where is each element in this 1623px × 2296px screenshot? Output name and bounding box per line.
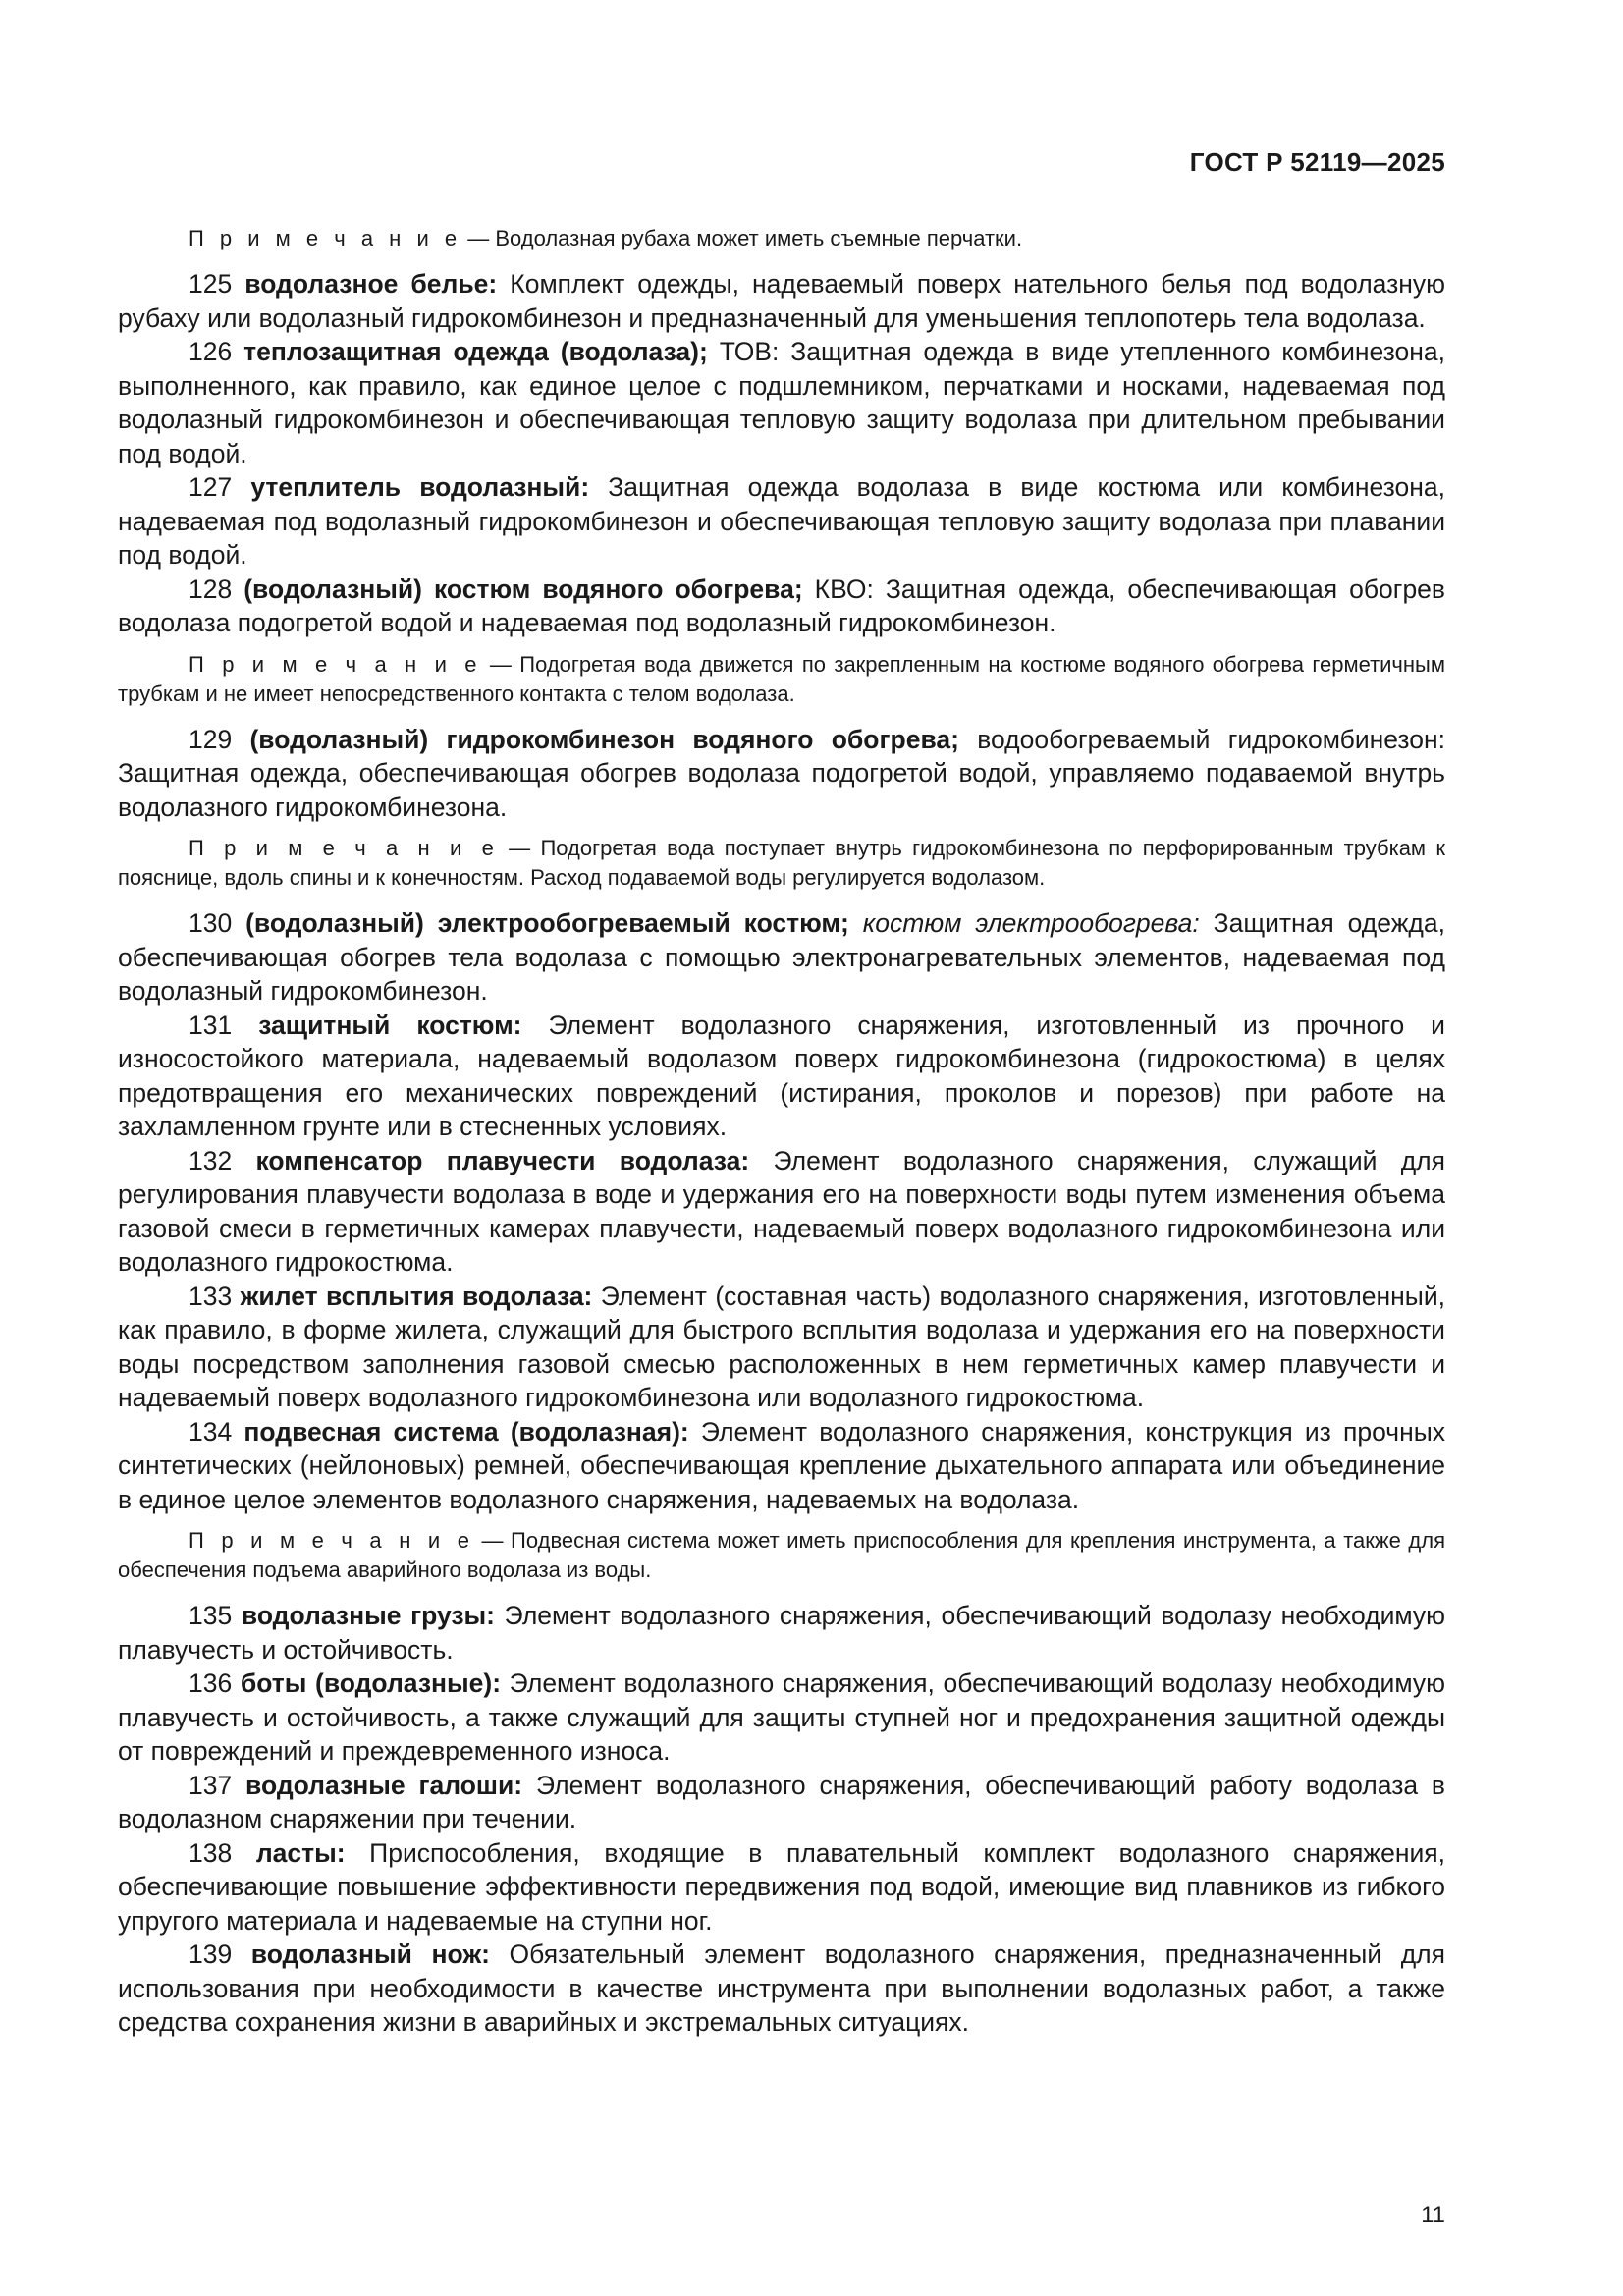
note-text: — Подвесная система может иметь приспособления для крепления инструмента, а также для обеспечения подъема аварийного водолаза из воды.: [118, 1528, 1445, 1582]
term-definition-129: [118, 723, 1445, 825]
term-name: теплозащитная одежда (водолаза);: [243, 337, 708, 366]
term-definition-126: [118, 335, 1445, 470]
term-definition-135: [118, 1599, 1445, 1667]
note-text: — Подогретая вода движется по закрепленным на костюме водяного обогрева герметичным трубкам и не имеет непосредственного контакта с телом водолаза.: [118, 651, 1445, 706]
term-definition-137: [118, 1769, 1445, 1836]
term-number: 138: [189, 1837, 256, 1868]
term-number: 137: [189, 1770, 246, 1800]
note-paragraph: [118, 224, 1445, 253]
term-text: Комплект одежды, надеваемый поверх нательного белья под водолазную рубаху или водолазный гидрокомбинезон и предназначенный для уменьшения теплопотерь тела водолаза.: [118, 269, 1446, 333]
term-text: Элемент водолазного снаряжения, обеспечивающий водолазу необходимую плавучесть и остойчивость.: [118, 1601, 1446, 1665]
term-name: жилет всплытия водолаза:: [240, 1281, 593, 1311]
term-number: 139: [189, 1940, 251, 1969]
term-number: 133: [189, 1281, 241, 1311]
term-definition-131: [118, 1009, 1445, 1144]
note-label: П р и м е ч а н и е: [189, 1528, 474, 1553]
term-name: водолазное белье:: [244, 269, 498, 299]
term-definition-134: [118, 1415, 1445, 1517]
term-name: (водолазный) электрообогреваемый костюм;: [245, 908, 849, 938]
note-label: П р и м е ч а н и е: [189, 226, 462, 250]
term-text: Защитная одежда, обеспечивающая обогрев тела водолаза с помощью электронагревательных элементов, надеваемая под водолазный гидрокомбинезон.: [118, 908, 1445, 1006]
term-number: 128: [189, 574, 244, 604]
term-text: Защитная одежда водолаза в виде костюма или комбинезона, надеваемая под водолазный гидрокомбинезон и обеспечивающая тепловую защиту водолаза при плавании под водой.: [118, 472, 1445, 570]
note-label: П р и м е ч а н и е: [189, 651, 482, 677]
term-name: утеплитель водолазный:: [250, 472, 590, 502]
term-text: КВО: Защитная одежда, обеспечивающая обогрев водолаза подогретой водой и надеваемая под водолазный гидрокомбинезон.: [118, 574, 1445, 637]
term-name: (водолазный) гидрокомбинезон водяного обогрева;: [249, 724, 959, 754]
term-text: ТОВ: Защитная одежда в виде утепленного комбинезона, выполненного, как правило, как единое целое с подшлемником, перчатками и носками, надеваемая под водолазный гидрокомбинезон и обеспечивающая тепловую защиту водолаза при длительном пребывании под водой.: [118, 337, 1445, 468]
term-name: (водолазный) костюм водяного обогрева;: [243, 574, 803, 604]
term-text: Приспособления, входящие в плавательный комплект водолазного снаряжения, обеспечивающие повышение эффективности передвижения под водой, имеющие вид плавников из гибкого упругого материала и надеваемые на ступни ног.: [118, 1837, 1446, 1936]
term-number: 130: [189, 908, 246, 938]
term-text: водообогреваемый гидрокомбинезон: Защитная одежда, обеспечивающая обогрев водолаза подогретой водой, управляемо подаваемой внутрь водолазного гидрокомбинезона.: [118, 724, 1446, 822]
page-number: 11: [1421, 2202, 1445, 2228]
term-definition-132: [118, 1144, 1445, 1280]
note-paragraph: [118, 650, 1445, 709]
term-name: водолазные грузы:: [241, 1601, 495, 1630]
term-name: подвесная система (водолазная):: [243, 1416, 689, 1447]
term-definition-125: [118, 267, 1445, 335]
term-definition-139: [118, 1938, 1445, 2040]
term-name: ласты:: [255, 1837, 346, 1868]
term-name: компенсатор плавучести водолаза:: [255, 1145, 750, 1175]
term-text: Обязательный элемент водолазного снаряжения, предназначенный для использования при необходимости в качестве инструмента при выполнении водолазных работ, а также средства сохранения жизни в аварийных и экстремальных ситуациях.: [118, 1940, 1445, 2037]
term-text: Элемент (составная часть) водолазного снаряжения, изготовленный, как правило, в форме жилета, служащий для быстрого всплытия водолаза и удержания его на поверхности воды посредством заполнения газовой смесью расположенных в нем герметичных камер плавучести и надеваемый поверх водолазного гидрокомбинезона или водолазного гидрокостюма.: [118, 1281, 1446, 1412]
term-synonym: костюм электрообогрева:: [848, 908, 1200, 938]
term-number: 134: [189, 1416, 244, 1447]
note-paragraph: [118, 1526, 1445, 1585]
note-label: П р и м е ч а н и е: [189, 836, 499, 860]
term-number: 125: [189, 269, 245, 299]
term-definition-133: [118, 1280, 1445, 1415]
term-number: 129: [189, 724, 250, 754]
term-number: 132: [189, 1145, 256, 1175]
term-text: Элемент водолазного снаряжения, обеспечивающий водолазу необходимую плавучесть и остойчивость, а также служащий для защиты ступней ног и предохранения защитной одежды от повреждений и преждевременного износа.: [118, 1668, 1445, 1766]
term-number: 136: [189, 1668, 241, 1698]
term-text: Элемент водолазного снаряжения, обеспечивающий работу водолаза в водолазном снаряжении при течении.: [118, 1770, 1445, 1833]
term-name: водолазный нож:: [250, 1940, 490, 1969]
term-number: 131: [189, 1010, 259, 1040]
note-text: — Подогретая вода поступает внутрь гидрокомбинезона по перфорированным трубкам к пояснице, вдоль спины и к конечностям. Расход подаваемой воды регулируется водолазом.: [118, 836, 1445, 890]
term-name: боты (водолазные):: [240, 1668, 502, 1698]
term-definition-128: [118, 573, 1445, 640]
term-name: водолазные галоши:: [245, 1770, 523, 1800]
note-text: — Водолазная рубаха может иметь съемные перчатки.: [461, 226, 1023, 250]
note-paragraph: [118, 834, 1445, 893]
term-text: Элемент водолазного снаряжения, служащий для регулирования плавучести водолаза в воде и удержания его на поверхности воды путем изменения объема газовой смеси в герметичных камерах плавучести, надеваемый поверх водолазного гидрокомбинезона или водолазного гидрокостюма.: [118, 1145, 1445, 1277]
term-definition-130: [118, 906, 1445, 1009]
term-text: Элемент водолазного снаряжения, изготовленный из прочного и износостойкого материала, надеваемый водолазом поверх гидрокомбинезона (гидрокостюма) в целях предотвращения его механических повреждений (истирания, проколов и порезов) при работе на захламленном грунте или в стесненных условиях.: [118, 1010, 1445, 1141]
term-number: 126: [189, 337, 244, 366]
term-definition-127: [118, 470, 1445, 573]
term-name: защитный костюм:: [258, 1010, 522, 1040]
term-number: 127: [189, 472, 251, 502]
document-code-header: ГОСТ Р 52119—2025: [1189, 147, 1445, 177]
term-definition-136: [118, 1667, 1445, 1769]
term-number: 135: [189, 1601, 242, 1630]
document-body: [118, 224, 1445, 2040]
term-definition-138: [118, 1836, 1445, 1939]
term-text: Элемент водолазного снаряжения, конструкция из прочных синтетических (нейлоновых) ремней, обеспечивающая крепление дыхательного аппарата или объединение в единое целое элементов водолазного снаряжения, надеваемых на водолаза.: [118, 1416, 1445, 1514]
